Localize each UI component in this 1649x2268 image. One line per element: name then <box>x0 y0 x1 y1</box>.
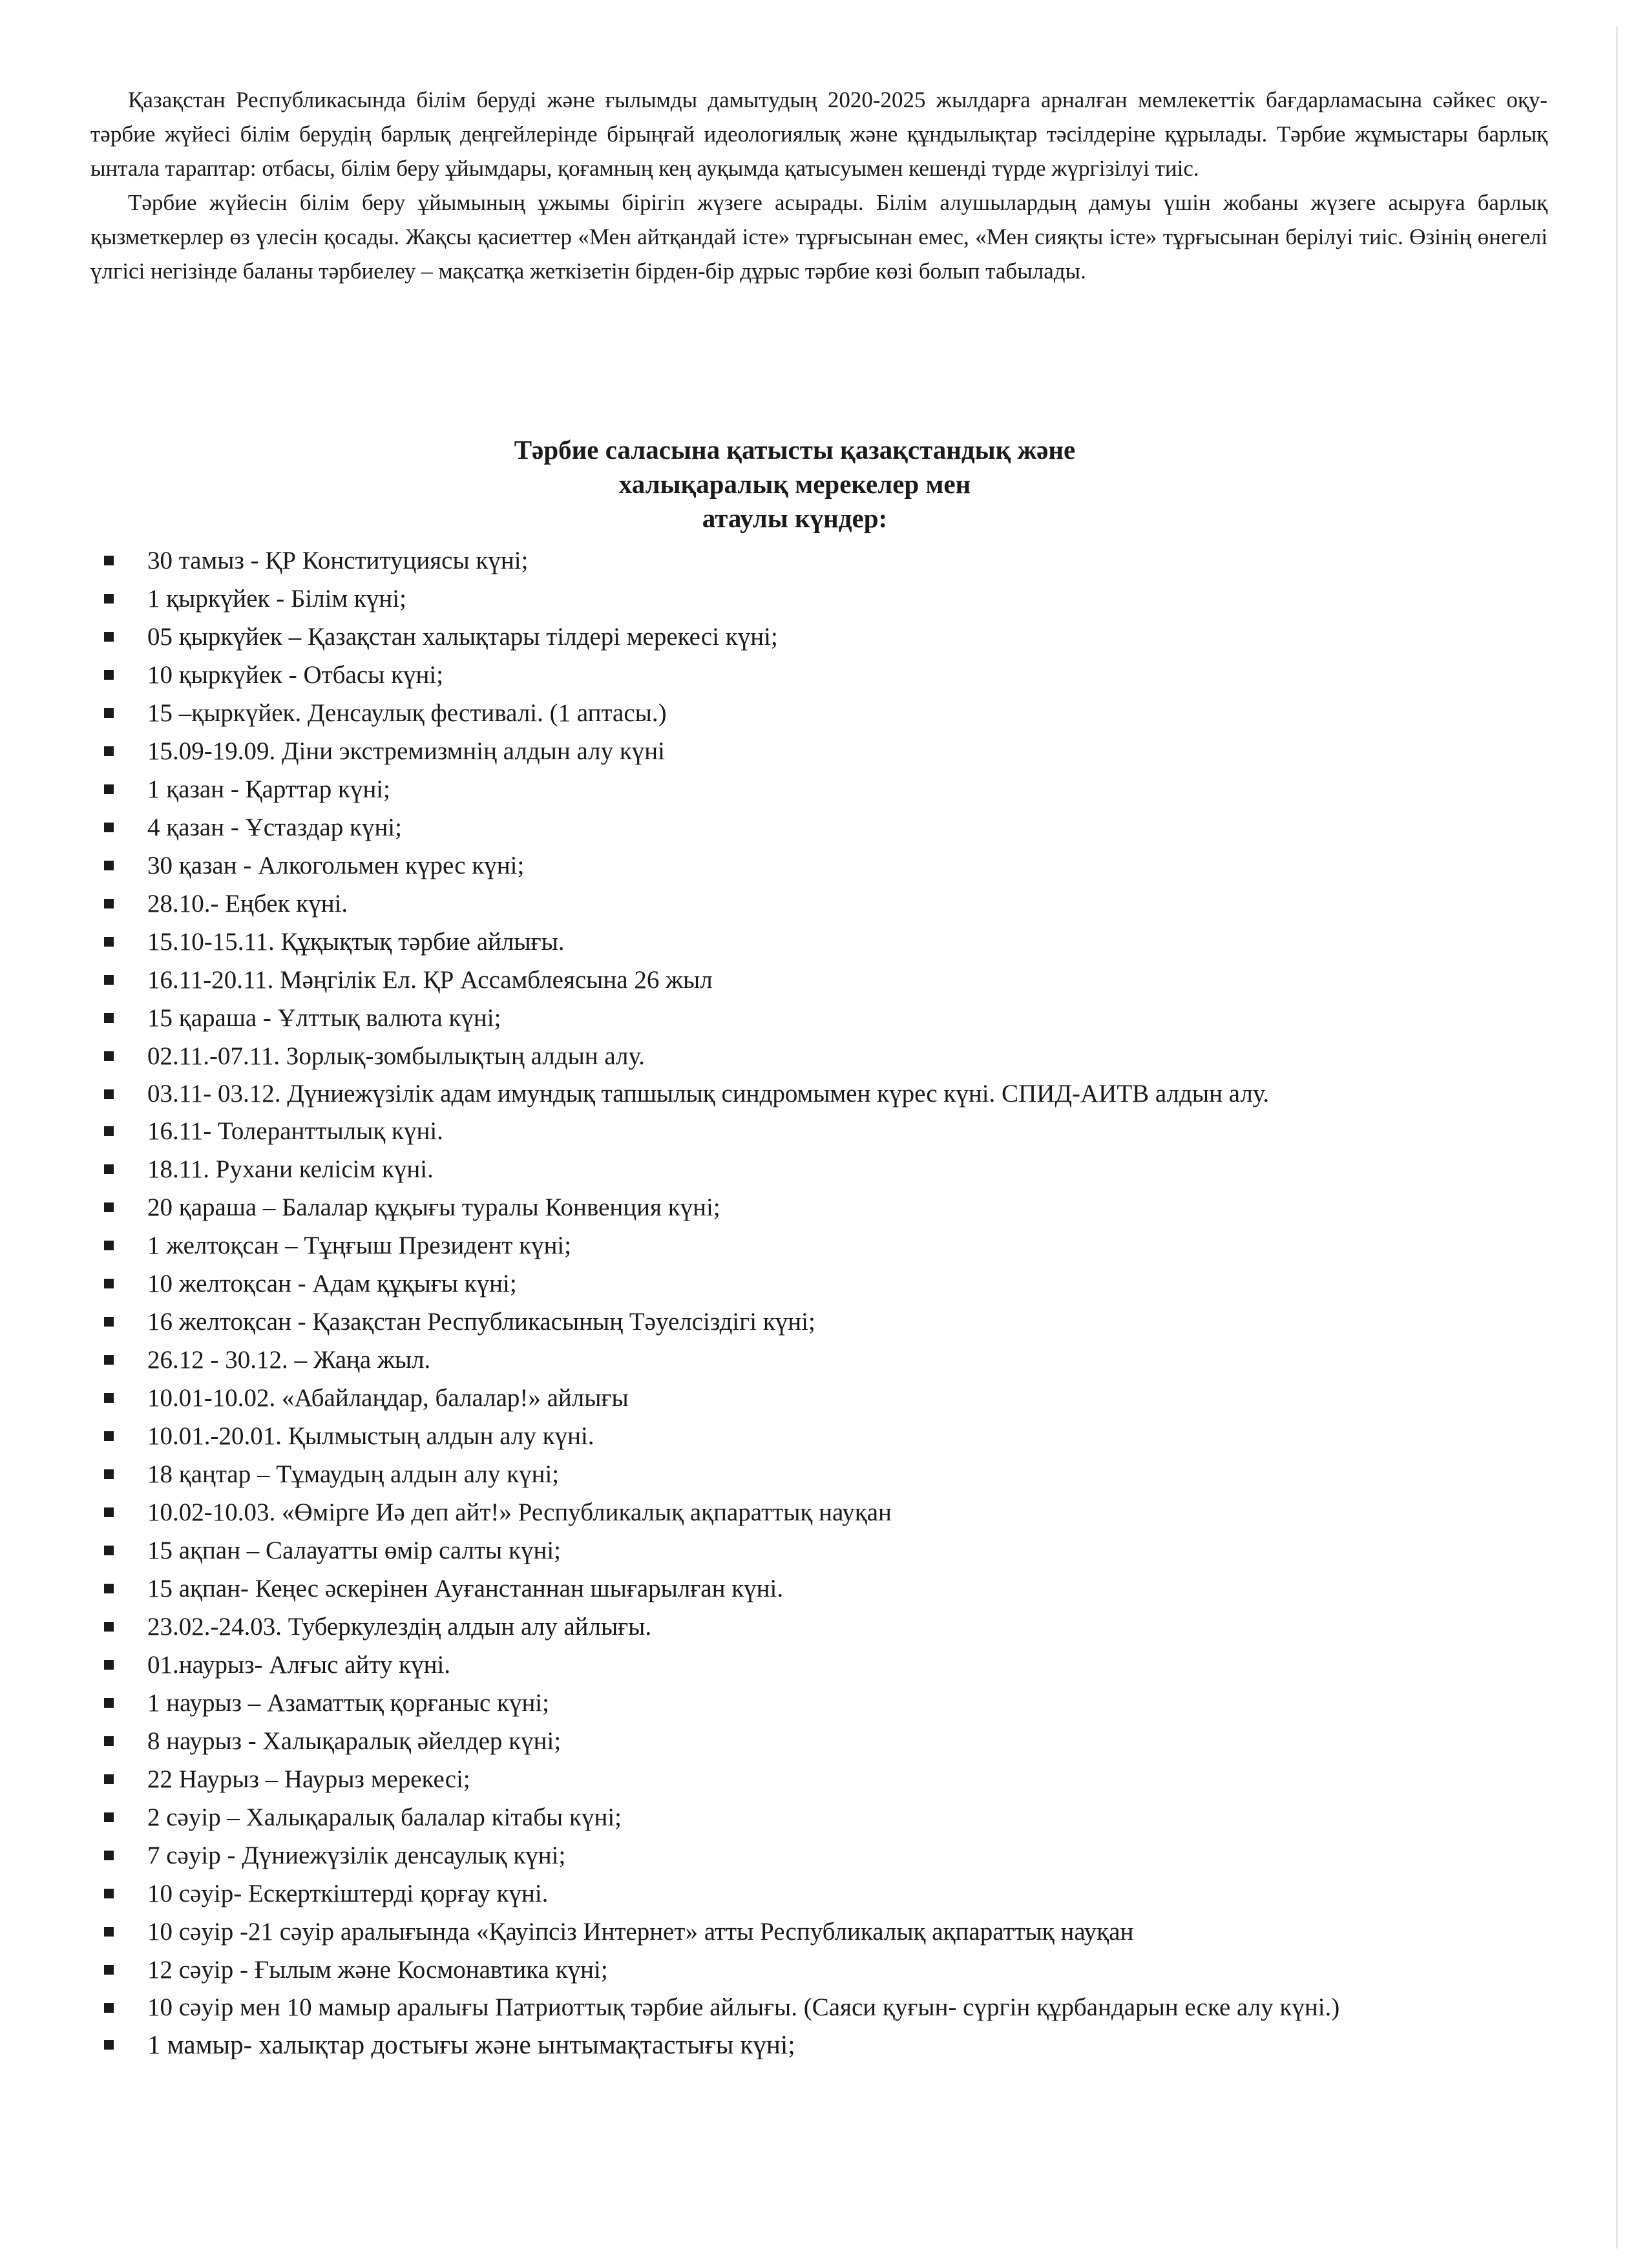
list-item-text: 15 ақпан- Кеңес әскерінен Ауғанстаннан шығарылған күні. <box>147 1575 784 1602</box>
heading-line-2: халықаралық мерекелер мен <box>618 469 971 499</box>
bullet-icon <box>104 1546 114 1555</box>
bullet-icon <box>104 746 114 756</box>
bullet-icon <box>104 2003 114 2013</box>
list-item <box>147 1455 1562 1493</box>
list-item-text: 10 қыркүйек - Отбасы күні; <box>147 661 444 689</box>
bullet-icon <box>104 937 114 947</box>
list-item <box>147 580 1562 618</box>
list-item-text: 15 қараша - Ұлттық валюта күні; <box>147 1004 501 1032</box>
list-item-text: 02.11.-07.11. Зорлық-зомбылықтың алдын алу. <box>147 1042 645 1070</box>
list-item-text: 1 желтоқсан – Тұңғыш Президент күні; <box>147 1232 572 1259</box>
list-item-text: 01.наурыз- Алғыс айту күні. <box>147 1651 451 1679</box>
list-item <box>147 1226 1562 1265</box>
list-item-text: 15.10-15.11. Құқықтық тәрбие айлығы. <box>147 928 565 956</box>
scan-edge-shadow <box>1616 26 1618 2249</box>
bullet-icon <box>104 899 114 908</box>
list-item-text: 30 тамыз - ҚР Конституциясы күні; <box>147 547 529 574</box>
bullet-icon <box>104 1013 114 1023</box>
list-item-text: 1 қазан - Қарттар күні; <box>147 775 391 803</box>
bullet-icon <box>104 784 114 794</box>
list-item <box>147 1989 1562 2026</box>
list-item-text: 10 сәуір -21 сәуір аралығында «Қауіпсіз Интернет» атты Республикалық ақпараттық науқан <box>147 1918 1134 1946</box>
list-item <box>147 1836 1562 1874</box>
bullet-icon <box>104 1889 114 1898</box>
list-item-text: 03.11- 03.12. Дүниежүзілік адам имундық тапшылық синдромымен күрес күні. СПИД-АИТВ алдын алу. <box>147 1080 1270 1108</box>
list-item-text: 26.12 - 30.12. – Жаңа жыл. <box>147 1346 431 1374</box>
section-heading <box>258 433 1331 536</box>
list-item <box>147 999 1562 1037</box>
bullet-icon <box>104 1660 114 1670</box>
bullet-icon <box>104 594 114 604</box>
list-item <box>147 1341 1562 1379</box>
list-item <box>147 1646 1562 1684</box>
list-item <box>147 770 1562 808</box>
bullet-icon <box>104 1431 114 1441</box>
intro-paragraph-2: Тәрбие жүйесін білім беру ұйымының ұжымы бірігіп жүзеге асырады. Білім алушылардың дамуы үшін жобаны жүзеге асыруға барлық қызметкерлер өз үлесін қосады. Жақсы қасиеттер «Мен айтқандай істе» тұрғысынан емес, «Мен сияқты істе» тұрғысынан берілуі тиіс. Өзінің өнегелі үлгісі негізінде баланы тәрбиелеу – мақсатқа жеткізетін бірден-бір дұрыс тәрбие көзі болып табылады. <box>90 190 1548 284</box>
list-item <box>147 1951 1562 1989</box>
events-list <box>147 541 1562 2064</box>
bullet-icon <box>104 823 114 832</box>
list-item-text: 2 сәуір – Халықаралық балалар кітабы күні; <box>147 1803 622 1831</box>
list-item-text: 8 наурыз - Халықаралық әйелдер күні; <box>147 1727 562 1755</box>
list-item <box>147 1150 1562 1188</box>
bullet-icon <box>104 556 114 565</box>
list-item-text: 1 мамыр- халықтар достығы және ынтымақтастығы күні; <box>147 2030 795 2059</box>
list-item <box>147 1874 1562 1913</box>
bullet-icon <box>104 1241 114 1250</box>
list-item <box>147 846 1562 885</box>
list-item <box>147 732 1562 770</box>
bullet-icon <box>104 1507 114 1517</box>
list-item-text: 7 сәуір - Дүниежүзілік денсаулық күні; <box>147 1842 566 1869</box>
bullet-icon <box>104 1393 114 1403</box>
list-item <box>147 1684 1562 1722</box>
list-item <box>147 1417 1562 1455</box>
bullet-icon <box>104 1317 114 1327</box>
list-item <box>147 1722 1562 1760</box>
bullet-icon <box>104 1089 114 1099</box>
list-item-text: 15 –қыркүйек. Денсаулық фестивалі. (1 аптасы.) <box>147 699 667 727</box>
intro-paragraph-1: Қазақстан Республикасында білім беруді және ғылымды дамытудың 2020-2025 жылдарға арналған мемлекеттік бағдарламасына сәйкес оқу-тәрбие жүйесі білім берудің барлық деңгейлерінде бірыңғай идеологиялық және құндылықтар тәсілдеріне құрылады. Тәрбие жұмыстары барлық ынтала тараптар: отбасы, білім беру ұйымдары, қоғамның кең ауқымда қатысуымен кешенді түрде жүргізілуі тиіс. <box>90 87 1548 181</box>
list-item <box>147 1798 1562 1836</box>
bullet-icon <box>104 1202 114 1212</box>
list-item-text: 12 сәуір - Ғылым және Космонавтика күні; <box>147 1956 608 1984</box>
list-item-text: 1 қыркүйек - Білім күні; <box>147 585 406 613</box>
bullet-icon <box>104 975 114 985</box>
list-item-text: 10 желтоқсан - Адам құқығы күні; <box>147 1270 517 1297</box>
bullet-icon <box>104 1812 114 1822</box>
list-item <box>147 1531 1562 1570</box>
list-item-text: 22 Наурыз – Наурыз мерекесі; <box>147 1765 470 1793</box>
bullet-icon <box>104 2040 114 2050</box>
bullet-icon <box>104 1469 114 1479</box>
bullet-icon <box>104 1965 114 1975</box>
list-item-text: 30 қазан - Алкогольмен күрес күні; <box>147 852 525 879</box>
list-item <box>147 1112 1562 1150</box>
heading-line-1: Тәрбие саласына қатысты қазақстандық және <box>514 435 1076 465</box>
bullet-icon <box>104 1126 114 1136</box>
list-item <box>147 1303 1562 1341</box>
list-item-text: 10.02-10.03. «Өмірге Иә деп айт!» Республикалық ақпараттық науқан <box>147 1498 892 1526</box>
list-item <box>147 1188 1562 1226</box>
bullet-icon <box>104 670 114 680</box>
list-item <box>147 1608 1562 1646</box>
list-item <box>147 1570 1562 1608</box>
list-item <box>147 1075 1562 1112</box>
list-item <box>147 1037 1562 1075</box>
list-item <box>147 808 1562 846</box>
list-item <box>147 541 1562 580</box>
bullet-icon <box>104 632 114 642</box>
list-item-text: 10 сәуір мен 10 мамыр аралығы Патриоттық тәрбие айлығы. (Саяси қуғын- сүргін құрбандарын еске алу күні.) <box>147 1993 1340 2021</box>
list-item-text: 05 қыркүйек – Қазақстан халықтары тілдері мерекесі күні; <box>147 623 778 651</box>
bullet-icon <box>104 1051 114 1061</box>
bullet-icon <box>104 1622 114 1632</box>
list-item-text: 10.01-10.02. «Абайлаңдар, балалар!» айлығы <box>147 1384 629 1412</box>
list-item-text: 23.02.-24.03. Туберкулездің алдын алу айлығы. <box>147 1613 652 1641</box>
list-item <box>147 656 1562 694</box>
list-item-text: 16.11- Толеранттылық күні. <box>147 1117 443 1145</box>
list-item-text: 10.01.-20.01. Қылмыстың алдын алу күні. <box>147 1422 594 1450</box>
list-item-text: 4 қазан - Ұстаздар күні; <box>147 814 402 841</box>
list-item-text: 10 сәуір- Ескерткіштерді қорғау күні. <box>147 1880 549 1907</box>
list-item-text: 16.11-20.11. Мәңгілік Ел. ҚР Ассамблеясына 26 жыл <box>147 966 713 994</box>
list-item <box>147 1913 1562 1951</box>
list-item <box>147 1265 1562 1303</box>
bullet-icon <box>104 1355 114 1365</box>
bullet-icon <box>104 1774 114 1784</box>
list-item-text: 16 желтоқсан - Қазақстан Республикасының Тәуелсіздігі күні; <box>147 1308 815 1336</box>
list-item-text: 18.11. Рухани келісім күні. <box>147 1155 434 1183</box>
list-item <box>147 1379 1562 1417</box>
list-item-text: 1 наурыз – Азаматтық қорғаныс күні; <box>147 1689 550 1717</box>
list-item-text: 15.09-19.09. Діни экстремизмнің алдын алу күні <box>147 737 665 765</box>
list-item <box>147 885 1562 923</box>
bullet-icon <box>104 1851 114 1860</box>
list-item-text: 18 қаңтар – Тұмаудың алдын алу күні; <box>147 1460 560 1488</box>
list-item-text: 20 қараша – Балалар құқығы туралы Конвенция күні; <box>147 1193 720 1221</box>
bullet-icon <box>104 1698 114 1708</box>
bullet-icon <box>104 1164 114 1174</box>
list-item <box>147 961 1562 999</box>
bullet-icon <box>104 1927 114 1937</box>
list-item <box>147 618 1562 656</box>
list-item-text: 28.10.- Еңбек күні. <box>147 890 348 918</box>
list-item <box>147 923 1562 961</box>
bullet-icon <box>104 1279 114 1288</box>
list-item-text: 15 ақпан – Салауатты өмір салты күні; <box>147 1537 561 1564</box>
intro-text <box>90 83 1548 288</box>
bullet-icon <box>104 1736 114 1746</box>
list-item <box>147 1493 1562 1531</box>
list-item <box>147 1760 1562 1798</box>
bullet-icon <box>104 1584 114 1593</box>
heading-line-3: атаулы күндер: <box>702 503 888 533</box>
list-item <box>147 2026 1562 2064</box>
bullet-icon <box>104 708 114 718</box>
list-item <box>147 694 1562 732</box>
bullet-icon <box>104 861 114 870</box>
